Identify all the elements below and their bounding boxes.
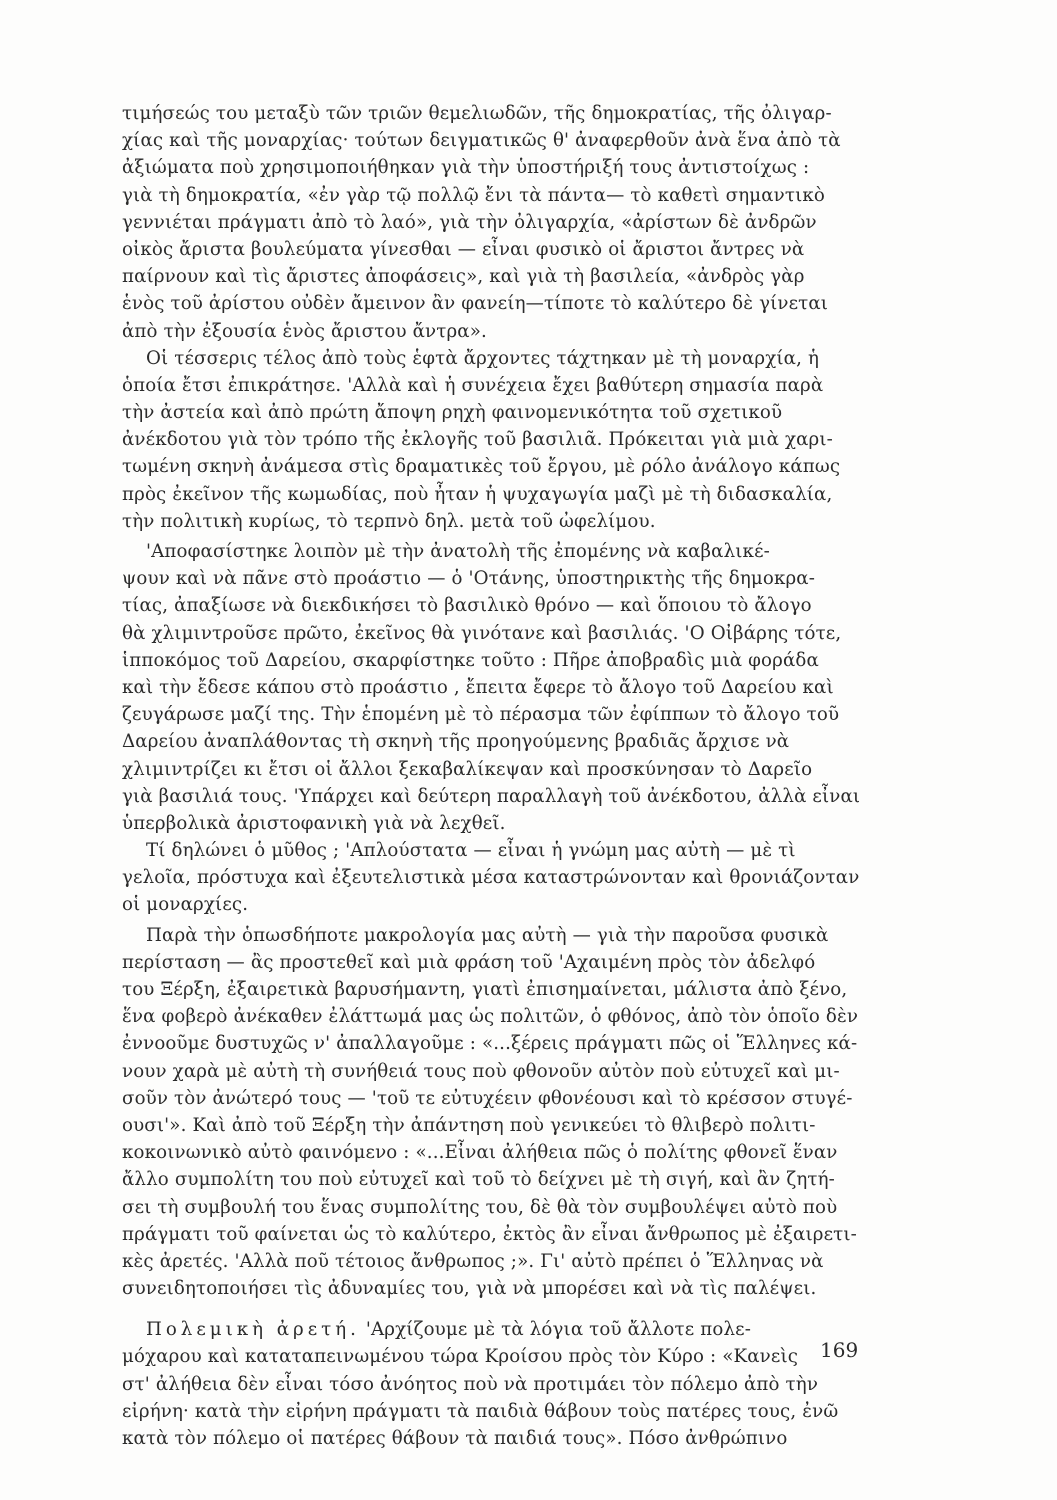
text-line: [122, 1030, 867, 1057]
line-text: Οἱ τέσσερις τέλος ἀπὸ τοὺς ἑφτὰ ἄρχοντες τάχτηκαν μὲ τὴ μοναρχία, ἡ: [146, 347, 820, 369]
text-line: [122, 1371, 867, 1398]
text-line: [122, 290, 867, 317]
text-line: [122, 426, 867, 453]
text-line: [122, 481, 867, 508]
line-text: ὑπερβολικὰ ἀριστοφανικὴ γιὰ νὰ λεχθεῖ.: [122, 812, 506, 834]
line-text: εἰρήνη· κατὰ τὴν εἰρήνη πράγματι τὰ παιδιὰ θάβουν τοὺς πατέρες τους, ἐνῶ: [122, 1400, 839, 1422]
line-text: κατὰ τὸν πόλεμο οἱ πατέρες θάβουν τὰ παιδιά τους». Πόσο ἀνθρώπινο: [122, 1428, 788, 1449]
text-line: [122, 182, 867, 209]
line-text: σει τὴ συμβουλή του ἕνας συμπολίτης του, δὲ θὰ τὸν συμβουλέψει αὐτὸ ποὺ: [122, 1196, 838, 1218]
text-line: [122, 891, 867, 918]
text-line: [122, 209, 867, 236]
text-line: [122, 372, 867, 399]
text-line: [122, 1166, 867, 1193]
line-text: ουσι'». Καὶ ἀπὸ τοῦ Ξέρξη τὴν ἀπάντηση ποὺ γενικεύει τὸ θλιβερὸ πολιτι-: [122, 1114, 816, 1136]
line-text: χίας καὶ τῆς μοναρχίας· τούτων δειγματικῶς θ' ἀναφερθοῦν ἀνὰ ἕνα ἀπὸ τὰ: [122, 130, 841, 152]
text-line: [122, 1425, 867, 1452]
line-text: ἱπποκόμος τοῦ Δαρείου, σκαρφίστηκε τοῦτο : Πῆρε ἀποβραδὶς μιὰ φοράδα: [122, 649, 819, 671]
text-line: [122, 318, 867, 345]
text-line: [122, 1085, 867, 1112]
line-text: ζευγάρωσε μαζί της. Τὴν ἑπομένη μὲ τὸ πέρασμα τῶν ἐφίππων τὸ ἄλογο τοῦ: [122, 704, 840, 726]
line-text: γιὰ τὴ δημοκρατία, «ἐν γὰρ τῷ πολλῷ ἔνι τὰ πάντα— τὸ καθετὶ σημαντικὸ: [122, 184, 825, 206]
text-line: [122, 1343, 867, 1370]
text-line: [122, 728, 867, 755]
text-line: [122, 701, 867, 728]
text-line: [122, 1003, 867, 1030]
line-text: παίρνουν καὶ τὶς ἄριστες ἀποφάσεις», καὶ γιὰ τὴ βασιλεία, «ἀνδρὸς γὰρ: [122, 266, 805, 288]
line-text: κὲς ἀρετές. 'Αλλὰ ποῦ τέτοιος ἄνθρωπος ;». Γι' αὐτὸ πρέπει ὁ Ἕλληνας νὰ: [122, 1250, 824, 1272]
text-line: [122, 1316, 867, 1343]
text-line: [122, 1221, 867, 1248]
text-line: [122, 538, 867, 565]
line-text: γεννιέται πράγματι ἀπὸ τὸ λαό», γιὰ τὴν ὀλιγαρχία, «ἀρίστων δὲ ἀνδρῶν: [122, 211, 817, 233]
line-text: καὶ τὴν ἔδεσε κάπου στὸ προάστιο , ἔπειτα ἔφερε τὸ ἄλογο τοῦ Δαρείου καὶ: [122, 676, 834, 698]
line-text: τιμήσεώς του μεταξὺ τῶν τριῶν θεμελιωδῶν, τῆς δημοκρατίας, τῆς ὀλιγαρ-: [122, 103, 832, 124]
body-text: [122, 100, 867, 1452]
text-line: [122, 100, 867, 127]
line-text: 'Αποφασίστηκε λοιπὸν μὲ τὴν ἀνατολὴ τῆς ἐπομένης νὰ καβαλικέ-: [146, 541, 770, 562]
line-text: τωμένη σκηνὴ ἀνάμεσα στὶς δραματικὲς τοῦ ἔργου, μὲ ρόλο ἀνάλογο κάπως: [122, 456, 841, 478]
line-text: τὴν ἀστεία καὶ ἀπὸ πρώτη ἄποψη ρηχὴ φαινομενικότητα τοῦ σχετικοῦ: [122, 402, 783, 424]
line-text: ἀνέκδοτου γιὰ τὸν τρόπο τῆς ἐκλογῆς τοῦ βασιλιᾶ. Πρόκειται γιὰ μιὰ χαρι-: [122, 429, 833, 451]
line-text: τίας, ἀπαξίωσε νὰ διεκδικήσει τὸ βασιλικὸ θρόνο — καὶ ὅποιου τὸ ἄλογο: [122, 595, 812, 617]
text-line: [122, 756, 867, 783]
line-text: συνειδητοποιήσει τὶς ἀδυναμίες του, γιὰ νὰ μπορέσει καὶ νὰ τὶς παλέψει.: [122, 1278, 817, 1300]
line-text: Τί δηλώνει ὁ μῦθος ; 'Απλούστατα — εἶναι ἡ γνώμη μας αὐτὴ — μὲ τὶ: [146, 840, 796, 862]
text-line: [122, 620, 867, 647]
text-line: [122, 1139, 867, 1166]
line-text: του Ξέρξη, ἐξαιρετικὰ βαρυσήμαντη, γιατὶ ἐπισημαίνεται, μάλιστα ἀπὸ ξένο,: [122, 979, 848, 1000]
line-text: περίσταση — ἂς προστεθεῖ καὶ μιὰ φράση τοῦ 'Αχαιμένη πρὸς τὸν ἀδελφό: [122, 951, 816, 973]
text-line: [122, 236, 867, 263]
line-text: νουν χαρὰ μὲ αὐτὴ τὴ συνήθειά τους ποὺ φθονοῦν αὐτὸν ποὺ εὐτυχεῖ καὶ μι-: [122, 1060, 840, 1082]
text-line: [122, 263, 867, 290]
line-text: πράγματι τοῦ φαίνεται ὡς τὸ καλύτερο, ἐκτὸς ἂν εἶναι ἄνθρωπος μὲ ἐξαιρετι-: [122, 1223, 857, 1245]
text-line: [122, 1112, 867, 1139]
line-text: στ' ἀλήθεια δὲν εἶναι τόσο ἀνόητος ποὺ νὰ προτιμάει τὸν πόλεμο ἀπὸ τὴν: [122, 1373, 819, 1395]
text-line: [122, 949, 867, 976]
text-line: [122, 864, 867, 891]
text-line: [122, 1194, 867, 1221]
text-line: [122, 922, 867, 949]
text-line: [122, 647, 867, 674]
line-text: ἐννοοῦμε δυστυχῶς ν' ἀπαλλαγοῦμε : «...ξέρεις πράγματι πῶς οἱ Ἕλληνες κά-: [122, 1033, 858, 1055]
line-text: οἱ μοναρχίες.: [122, 894, 249, 916]
text-line: [122, 1275, 867, 1302]
line-text: γελοῖα, πρόστυχα καὶ ἐξευτελιστικὰ μέσα καταστρώνονταν καὶ θρονιάζονταν: [122, 867, 860, 889]
text-line: [122, 453, 867, 480]
line-text: ὁποία ἔτσι ἐπικράτησε. 'Αλλὰ καὶ ἡ συνέχεια ἔχει βαθύτερη σημασία παρὰ: [122, 374, 824, 396]
text-line: [122, 345, 867, 372]
line-text: σοῦν τὸν ἀνώτερό τους — 'τοῦ τε εὐτυχέειν φθονέουσι καὶ τὸ κρέσσον στυγέ-: [122, 1087, 853, 1109]
text-line: [122, 1058, 867, 1085]
line-text: χλιμιντρίζει κι ἔτσι οἱ ἄλλοι ξεκαβαλίκεψαν καὶ προσκύνησαν τὸ Δαρεῖο: [122, 758, 813, 780]
line-text: πρὸς ἐκεῖνον τῆς κωμωδίας, ποὺ ἦταν ἡ ψυχαγωγία μαζὶ μὲ τὴ διδασκαλία,: [122, 483, 833, 505]
line-text: οἰκὸς ἄριστα βουλεύματα γίνεσθαι — εἶναι φυσικὸ οἱ ἄριστοι ἄντρες νὰ: [122, 238, 805, 260]
text-line: [122, 810, 867, 837]
line-text: Παρὰ τὴν ὁπωσδήποτε μακρολογία μας αὐτὴ — γιὰ τὴν παροῦσα φυσικὰ: [146, 924, 829, 946]
text-line: [122, 127, 867, 154]
text-line: [122, 399, 867, 426]
line-text: μόχαρου καὶ καταταπεινωμένου τώρα Κροίσου πρὸς τὸν Κύρο : «Κανεὶς: [122, 1346, 799, 1368]
text-line: [122, 508, 867, 535]
text-line: [122, 1248, 867, 1275]
section-heading: Πολεμικὴ ἀρετή.: [146, 1319, 360, 1341]
text-line: [122, 592, 867, 619]
text-line: [122, 1398, 867, 1425]
line-text: τὴν πολιτικὴ κυρίως, τὸ τερπνὸ δηλ. μετὰ τοῦ ὠφελίμου.: [122, 510, 656, 532]
line-text: ἀξιώματα ποὺ χρησιμοποιήθηκαν γιὰ τὴν ὑποστήριξή τους ἀντιστοίχως :: [122, 157, 810, 179]
text-line: [122, 674, 867, 701]
text-line: [122, 565, 867, 592]
text-line: [122, 976, 867, 1003]
line-text: γιὰ βασιλιά τους. 'Υπάρχει καὶ δεύτερη παραλλαγὴ τοῦ ἀνέκδοτου, ἀλλὰ εἶναι: [122, 785, 861, 807]
line-text: ἄλλο συμπολίτη του ποὺ εὐτυχεῖ καὶ τοῦ τὸ δείχνει μὲ τὴ σιγή, καὶ ἂν ζητή-: [122, 1169, 835, 1191]
page-number: 169: [820, 1338, 859, 1362]
line-text: 'Αρχίζουμε μὲ τὰ λόγια τοῦ ἄλλοτε πολε-: [365, 1319, 751, 1341]
line-text: ἑνὸς τοῦ ἀρίστου οὐδὲν ἄμεινον ἂν φανείη—τίποτε τὸ καλύτερο δὲ γίνεται: [122, 293, 829, 315]
line-text: κοκοινωνικὸ αὐτὸ φαινόμενο : «...Εἶναι ἀλήθεια πῶς ὁ πολίτης φθονεῖ ἕναν: [122, 1142, 838, 1164]
text-line: [122, 837, 867, 864]
line-text: θὰ χλιμιντροῦσε πρῶτο, ἐκεῖνος θὰ γινότανε καὶ βασιλιάς. 'Ο Οἰβάρης τότε,: [122, 622, 842, 644]
line-text: ἕνα φοβερὸ ἀνέκαθεν ἐλάττωμά μας ὡς πολιτῶν, ὁ φθόνος, ἀπὸ τὸν ὁποῖο δὲν: [122, 1006, 859, 1028]
line-text: ἀπὸ τὴν ἐξουσία ἑνὸς ἄριστου ἄντρα».: [122, 320, 487, 342]
line-text: ψουν καὶ νὰ πᾶνε στὸ προάστιο — ὁ 'Οτάνης, ὑποστηρικτὴς τῆς δημοκρα-: [122, 568, 816, 590]
line-text: Δαρείου ἀναπλάθοντας τὴ σκηνὴ τῆς προηγούμενης βραδιᾶς ἄρχισε νὰ: [122, 731, 790, 753]
text-line: [122, 154, 867, 181]
text-line: [122, 783, 867, 810]
